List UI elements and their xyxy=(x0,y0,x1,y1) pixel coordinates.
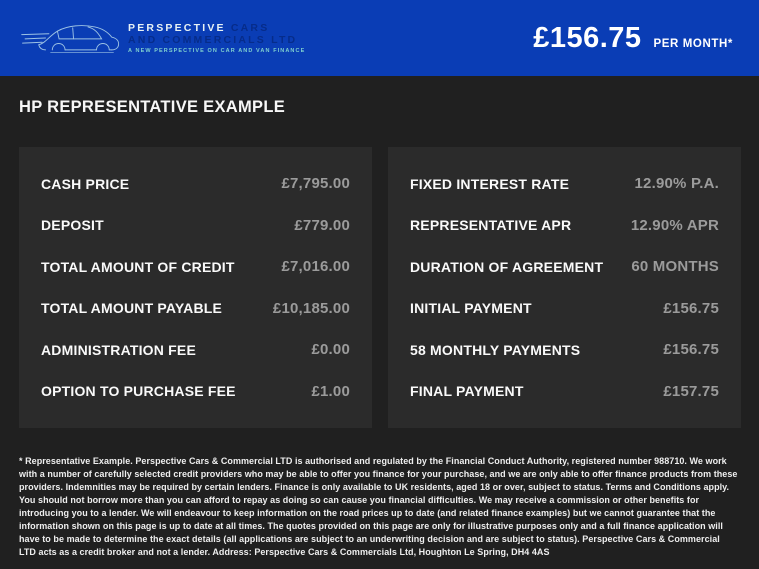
row-label: ADMINISTRATION FEE xyxy=(41,341,197,358)
car-silhouette-icon xyxy=(20,15,122,61)
finance-row-deposit xyxy=(41,205,350,247)
finance-row-monthly-payments xyxy=(410,329,719,371)
row-value: £156.75 xyxy=(663,299,719,317)
logo-name-dark: CARS xyxy=(225,21,270,34)
finance-row-total-credit xyxy=(41,246,350,288)
row-value: £10,185.00 xyxy=(272,299,350,317)
finance-row-duration xyxy=(410,246,719,288)
row-label: 58 MONTHLY PAYMENTS xyxy=(410,341,581,358)
logo-name-line2: AND COMMERCIALS LTD xyxy=(128,33,298,46)
row-label: DEPOSIT xyxy=(41,217,104,234)
row-label: TOTAL AMOUNT OF CREDIT xyxy=(41,258,235,275)
row-label: OPTION TO PURCHASE FEE xyxy=(41,383,236,400)
row-label: INITIAL PAYMENT xyxy=(410,300,532,317)
row-value: £156.75 xyxy=(663,341,719,359)
finance-row-cash-price xyxy=(41,163,350,205)
row-value: 12.90% APR xyxy=(630,216,719,234)
row-label: TOTAL AMOUNT PAYABLE xyxy=(41,300,223,317)
finance-row-total-payable xyxy=(41,288,350,330)
monthly-price-amount: £156.75 xyxy=(533,21,642,54)
row-label: CASH PRICE xyxy=(41,175,130,192)
finance-row-interest-rate xyxy=(410,163,719,205)
row-label: REPRESENTATIVE APR xyxy=(410,217,572,234)
row-value: £7,016.00 xyxy=(281,258,350,276)
row-value: £7,795.00 xyxy=(281,175,350,193)
monthly-price xyxy=(533,22,733,55)
row-value: £0.00 xyxy=(311,341,350,359)
logo-name-line1 xyxy=(128,22,305,34)
row-label: DURATION OF AGREEMENT xyxy=(410,258,604,275)
logo-name-light: PERSPECTIVE xyxy=(128,21,226,34)
dealer-logo[interactable] xyxy=(20,15,305,61)
row-label: FIXED INTEREST RATE xyxy=(410,175,570,192)
header xyxy=(0,0,759,76)
row-value: 12.90% P.A. xyxy=(634,175,719,193)
logo-text xyxy=(128,22,305,54)
finance-panels xyxy=(19,147,741,428)
monthly-price-suffix: PER MONTH* xyxy=(653,37,733,50)
logo-tagline: A NEW PERSPECTIVE ON CAR AND VAN FINANCE xyxy=(128,47,306,54)
finance-row-apr xyxy=(410,205,719,247)
finance-row-initial-payment xyxy=(410,288,719,330)
finance-row-option-fee xyxy=(41,371,350,413)
row-value: 60 MONTHS xyxy=(631,258,719,276)
row-value: £157.75 xyxy=(663,382,719,400)
finance-row-final-payment xyxy=(410,371,719,413)
row-label: FINAL PAYMENT xyxy=(410,383,524,400)
finance-panel-right xyxy=(388,147,741,428)
finance-panel-left xyxy=(19,147,372,428)
page-title: HP REPRESENTATIVE EXAMPLE xyxy=(19,98,286,116)
row-value: £779.00 xyxy=(294,216,350,234)
finance-row-admin-fee xyxy=(41,329,350,371)
row-value: £1.00 xyxy=(311,382,350,400)
disclaimer-text: * Representative Example. Perspective Cars & Commercial LTD is authorised and regulated by the Financial Conduct Authority, registered number 988710. We work with a number of carefully selected credit providers who may be able to offer you finance for your purchase, and we are only able to offer finance products from these providers. Indemnities may be required by certain lenders. Finance is only available to UK residents, aged 18 or over, subject to status. Terms and Conditions apply. You should not borrow more than you can afford to repay as doing so can cause you financial difficulties. We may receive a commission or other benefits for introducing you to a lender. We will endeavour to keep information on the road prices up to date (and related finance examples) but we cannot guarantee that the information shown on this page is up to date at all times. The quotes provided on this page are only for illustrative purposes only and a full finance application will have to be made to determine the exact details (all applications are subject to an underwriting decision and are subject to status). Perspective Cars & Commercial LTD acts as a credit broker and not a lender. Address: Perspective Cars & Commercials Ltd, Houghton Le Spring, DH4 4AS xyxy=(19,456,738,558)
